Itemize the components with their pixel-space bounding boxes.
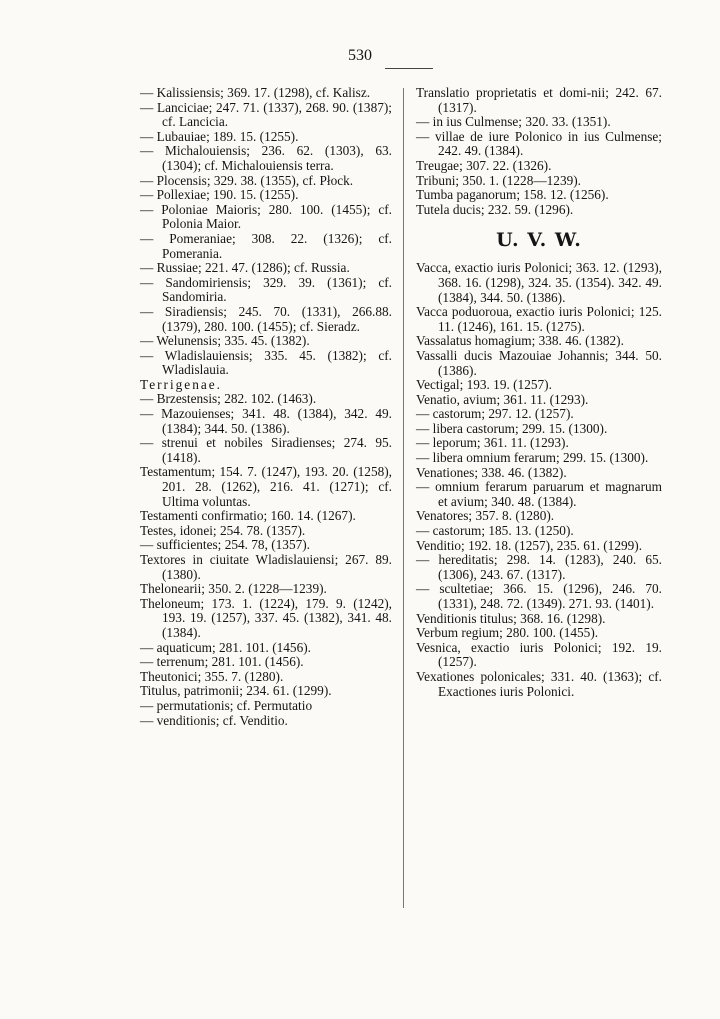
index-entry: — Mazouienses; 341. 48. (1384), 342. 49. (1384); 344. 50. (1386). (140, 406, 392, 436)
index-entry: — omnium ferarum paruarum et magnarum et avium; 340. 48. (1384). (416, 479, 662, 509)
index-entry: — Russiae; 221. 47. (1286); cf. Russia. (140, 260, 350, 276)
index-entry: — aquaticum; 281. 101. (1456). (140, 639, 311, 655)
index-entry: — Wladislauiensis; 335. 45. (1382); cf. Wladislauia. (140, 347, 392, 378)
index-entry: Vacca poduoroua, exactio iuris Polonici; 125. 11. (1246), 161. 15. (1275). (416, 304, 662, 334)
index-entry: — leporum; 361. 11. (1293). (416, 435, 569, 451)
index-entry: Vassalatus homagium; 338. 46. (1382). (416, 333, 624, 349)
index-entry: — Poloniae Maioris; 280. 100. (1455); cf. Polonia Maior. (140, 201, 392, 232)
index-entry: Venatio, avium; 361. 11. (1293). (416, 391, 589, 407)
index-entry: Testes, idonei; 254. 78. (1357). (140, 522, 306, 538)
index-entry: — libera omnium ferarum; 299. 15. (1300). (416, 450, 649, 466)
index-entry: — in ius Culmense; 320. 33. (1351). (416, 114, 611, 130)
index-entry: Vassalli ducis Mazouiae Johannis; 344. 50. (1386). (416, 347, 662, 378)
index-column-left (140, 86, 392, 728)
index-entry: — castorum; 297. 12. (1257). (416, 406, 574, 422)
index-entry: — Pollexiae; 190. 15. (1255). (140, 187, 299, 203)
page-number: 530 (348, 47, 372, 64)
index-entry: Titulus, patrimonii; 234. 61. (1299). (140, 683, 332, 699)
index-entry: Tutela ducis; 232. 59. (1296). (416, 201, 574, 217)
index-entry: Textores in ciuitate Wladislauiensi; 267. 89. (1380). (140, 552, 392, 582)
index-entry: — libera castorum; 299. 15. (1300). (416, 420, 608, 436)
index-entry: — Lanciciae; 247. 71. (1337), 268. 90. (1387); cf. Lancicia. (140, 99, 392, 130)
index-entry: — Lubauiae; 189. 15. (1255). (140, 128, 299, 144)
index-entry: — Sandomiriensis; 329. 39. (1361); cf. Sandomiria. (140, 274, 392, 305)
index-entry: Tribuni; 350. 1. (1228—1239). (416, 172, 581, 188)
index-entry: Theutonici; 355. 7. (1280). (140, 668, 284, 684)
index-entry: Testamenti confirmatio; 160. 14. (1267). (140, 508, 356, 524)
index-entry: — permutationis; cf. Permutatio (140, 697, 313, 713)
index-entry: Vesnica, exactio iuris Polonici; 192. 19. (1257). (416, 639, 662, 670)
index-entry: Translatio proprietatis et domi-nii; 242. 67. (1317). (416, 85, 662, 115)
index-entry: — terrenum; 281. 101. (1456). (140, 654, 304, 670)
index-entry: Vacca, exactio iuris Polonici; 363. 12. (1293), 368. 16. (1298), 324. 35. (1354). 342. 49. (1384), 344. 50. (1386). (416, 260, 662, 305)
index-entry: — Pomeraniae; 308. 22. (1326); cf. Pomerania. (140, 230, 392, 261)
section-heading: U. V. W. (496, 229, 582, 252)
index-entry: Venditionis titulus; 368. 16. (1298). (416, 610, 606, 626)
index-entry: Verbum regium; 280. 100. (1455). (416, 625, 599, 641)
index-entry: — Michalouiensis; 236. 62. (1303), 63. (1304); cf. Michalouiensis terra. (140, 143, 392, 173)
index-entry: — sufficientes; 254. 78, (1357). (140, 537, 311, 553)
index-entry: — Brzestensis; 282. 102. (1463). (140, 391, 317, 407)
index-entry: — Plocensis; 329. 38. (1355), cf. Płock. (140, 172, 354, 188)
index-entry: Treugae; 307. 22. (1326). (416, 157, 552, 173)
index-entry: Thelonearii; 350. 2. (1228—1239). (140, 581, 327, 597)
index-entry: Tumba paganorum; 158. 12. (1256). (416, 187, 609, 203)
index-entry: Testamentum; 154. 7. (1247), 193. 20. (1258), 201. 28. (1262), 216. 41. (1271); cf. Ultima voluntas. (140, 464, 392, 509)
index-entry: — villae de iure Polonico in ius Culmense; 242. 49. (1384). (416, 128, 662, 159)
index-entry: — strenui et nobiles Siradienses; 274. 95. (1418). (140, 435, 392, 465)
index-entry: — Siradiensis; 245. 70. (1331), 266.88. (1379), 280. 100. (1455); cf. Sieradz. (140, 303, 392, 334)
index-entry: — venditionis; cf. Venditio. (140, 712, 288, 728)
index-entry: Venatores; 357. 8. (1280). (416, 508, 555, 524)
index-entry: — castorum; 185. 13. (1250). (416, 523, 574, 539)
index-entry: — Kalissiensis; 369. 17. (1298), cf. Kalisz. (140, 85, 371, 100)
index-entry: — scultetiae; 366. 15. (1296), 246. 70. (1331), 248. 72. (1349). 271. 93. (1401). (416, 581, 662, 611)
index-entry: Venditio; 192. 18. (1257), 235. 61. (1299). (416, 537, 643, 553)
page-number-rule (385, 68, 433, 69)
index-entry: — hereditatis; 298. 14. (1283), 240. 65. (1306), 243. 67. (1317). (416, 552, 662, 582)
index-entry: Venationes; 338. 46. (1382). (416, 464, 567, 480)
index-entry: Theloneum; 173. 1. (1224), 179. 9. (1242), 193. 19. (1257), 337. 45. (1382), 341. 48. (1384). (140, 595, 392, 640)
index-entry: Vectigal; 193. 19. (1257). (416, 377, 552, 393)
column-divider (403, 88, 404, 908)
index-headword: Terrigenae. (140, 376, 222, 392)
index-column-right (416, 86, 662, 699)
index-entry: Vexationes polonicales; 331. 40. (1363); cf. Exactiones iuris Polonici. (416, 668, 662, 699)
index-entry: — Welunensis; 335. 45. (1382). (140, 333, 310, 349)
